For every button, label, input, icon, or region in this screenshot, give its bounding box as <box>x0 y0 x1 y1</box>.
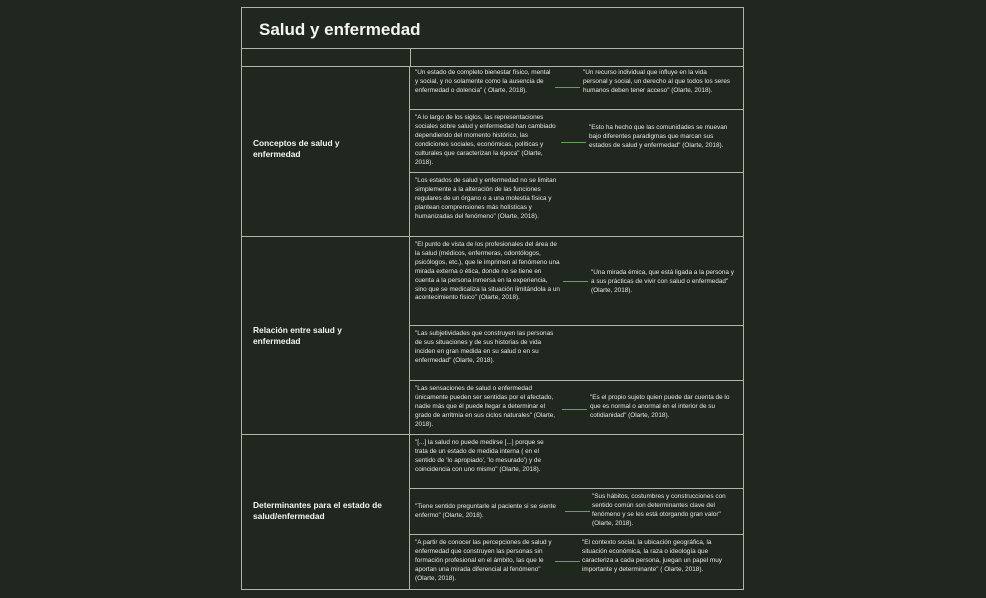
connector-line <box>555 561 580 562</box>
quote-text: "Tiene sentido preguntarle al paciente si se siente enfermo" (Olarte, 2018). <box>415 503 556 519</box>
quote-text: "[...] la salud no puede medirse [...] porque se trata de un estado de medida interna ( en el sentido de 'lo apropiado', 'lo mesurado') y de coincidencia con uno mismo" (Olarte, 2018). <box>415 439 544 473</box>
quote-text: "Los estados de salud y enfermedad no se limitan simplemente a la alteración de las funciones regulares de un órgano o a una molestia física y plantean comprensiones más holísticas y humanizadas del fenómeno" (Olarte, 2018). <box>415 177 557 220</box>
quote-detail: "El contexto social, la ubicación geográfica, la situación económica, la raza o ideología que caracteriza a cada persona, juegan un papel muy importante y determinante" ( Olarte, 2018). <box>582 539 722 573</box>
quote-text: "Las subjetividades que construyen las personas de sus situaciones y de sus historias de vida inciden en gran medida en su salud o en su enfermedad" (Olarte, 2018). <box>415 330 554 364</box>
quote-text: "A partir de conocer las percepciones de salud y enfermedad que construyen las personas sin formación profesional en el ámbito, las que le aportan una mirada diferencial al fenómeno" (Olarte, 2018). <box>415 539 552 582</box>
connector-line <box>562 409 587 410</box>
quote-detail: "Una mirada émica, que está ligada a la persona y a sus prácticas de vivir con salud o enfermedad" (Olarte, 2018). <box>591 269 734 294</box>
section-label: Conceptos de salud y enfermedad <box>253 138 340 159</box>
quote-row <box>410 535 743 589</box>
connector-line <box>565 511 590 512</box>
quote-detail: "Sus hábitos, costumbres y construcciones con sentido común son determinantes clave del fenómeno y se les está otorgando gran valor" (Olarte, 2018). <box>592 493 726 527</box>
quote-row <box>410 237 743 326</box>
quote-row <box>410 66 743 110</box>
section-determinantes <box>242 435 410 589</box>
section-relacion <box>242 237 410 435</box>
quote-row <box>410 110 743 173</box>
quote-row <box>410 381 743 435</box>
quote-text: "A lo largo de los siglos, las representaciones sociales sobre salud y enfermedad han cambiado dependiendo del momento histórico, las condiciones sociales, económicas, políticas y culturales que caracterizan la época" (Olarte, 2018). <box>415 114 556 166</box>
section-label: Determinantes para el estado de salud/enfermedad <box>253 500 382 521</box>
header-spacer-left <box>242 48 411 67</box>
connector-line <box>555 87 580 88</box>
connector-line <box>563 281 588 282</box>
quote-row <box>410 489 743 535</box>
page-title: Salud y enfermedad <box>259 20 421 39</box>
section-conceptos <box>242 66 410 237</box>
quote-text: "Un estado de completo bienestar físico, mental y social, y no solamente como la ausencia de enfermedad o dolencia" ( Olarte, 2018). <box>415 69 551 94</box>
quote-text: "El punto de vista de los profesionales del área de la salud (médicos, enfermeras, odontólogos, psicólogos, etc.), que le imprimen al fenómeno una mirada externa o ética, donde no se tiene en cuenta a la persona inmersa en la experiencia, sino que se medicaliza la situación limitándola a un acontecimiento físico" (Olarte, 2018). <box>415 241 560 302</box>
connector-line <box>561 142 586 143</box>
concept-table <box>241 7 744 590</box>
title-row <box>242 8 743 49</box>
quote-row <box>410 326 743 381</box>
quote-detail: "Esto ha hecho que las comunidades se muevan bajo diferentes paradigmas que marcan sus estados de salud y enfermedad" (Olarte, 2018). <box>589 124 728 149</box>
quote-detail: "Un recurso individual que influye en la vida personal y social, un derecho al que todos los seres humanos deben tener acceso" (Olarte, 2018). <box>583 69 731 94</box>
section-label: Relación entre salud y enfermedad <box>253 325 342 346</box>
quote-row <box>410 435 743 489</box>
header-spacer-right <box>410 48 743 67</box>
quote-row <box>410 173 743 237</box>
quote-detail: "Es el propio sujeto quien puede dar cuenta de lo que es normal o anormal en el interior de su cotidianidad" (Olarte, 2018). <box>590 394 730 419</box>
quote-text: "Las sensaciones de salud o enfermedad únicamente pueden ser sentidas por el afectado, nadie más que él puede llegar a determinar el grado de arritmia en sus ciclos naturales" (Olarte, 2018). <box>415 385 556 428</box>
